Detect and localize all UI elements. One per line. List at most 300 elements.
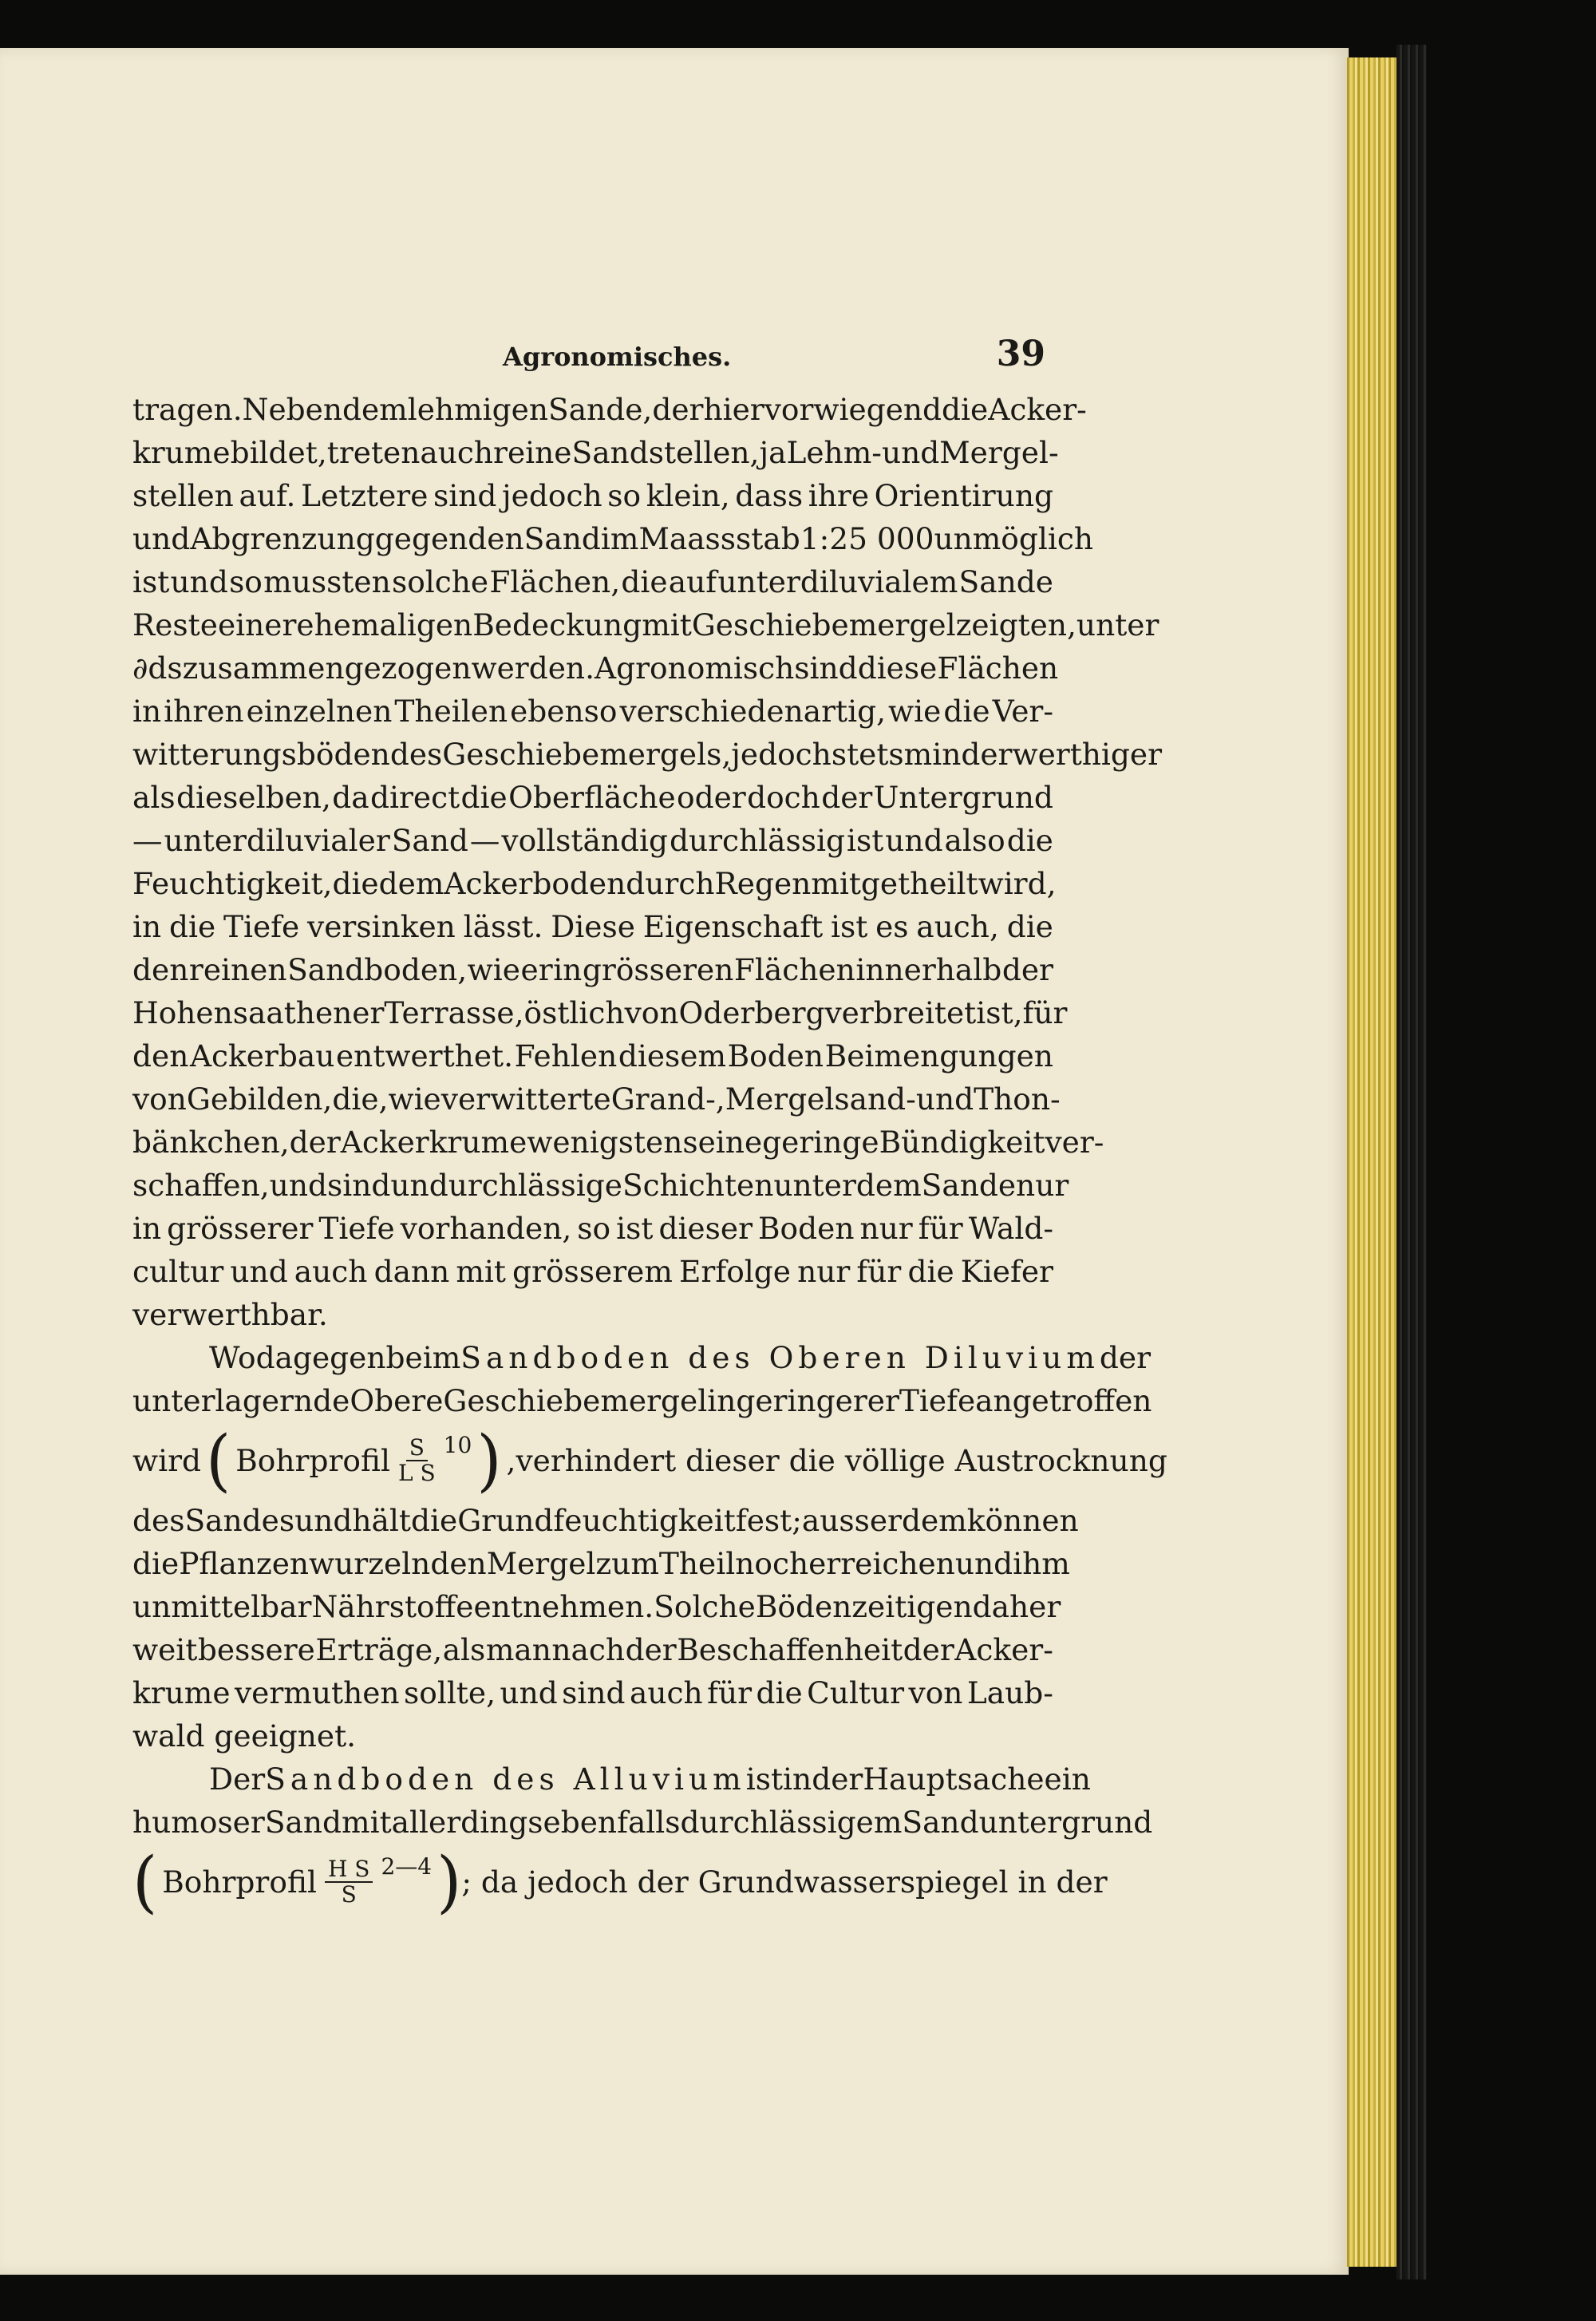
word: Bündigkeit [879, 1125, 1045, 1160]
word: Mergelsand- [725, 1081, 916, 1117]
word: daher [972, 1589, 1061, 1624]
word: stellen [132, 478, 234, 513]
word: sind [562, 1675, 626, 1710]
word: also [944, 823, 1005, 858]
word: Feuchtigkeit, [132, 866, 333, 901]
word: da [332, 780, 369, 815]
word: vermuthen [234, 1675, 400, 1710]
word: Neben [242, 392, 342, 427]
word: Oberfläche [508, 780, 676, 815]
word: Maassstab [638, 521, 800, 556]
right-paren: ) [437, 1842, 462, 1921]
text-line [132, 1801, 1153, 1844]
word: lehmigen [407, 392, 548, 427]
word: östlich [523, 995, 625, 1030]
word: Tiefe [899, 1383, 976, 1418]
word: die [1006, 823, 1053, 858]
word: und [269, 1168, 327, 1203]
word: in [132, 694, 162, 729]
word: zeitigen [851, 1589, 973, 1624]
text-line [132, 1077, 1061, 1121]
word: unterdiluvialem [717, 564, 958, 599]
word: verwerthbar. [132, 1297, 328, 1332]
word: Orientirung [874, 478, 1053, 513]
denominator: L S [397, 1460, 436, 1486]
word: dass [735, 478, 804, 513]
word: bänkchen, [132, 1125, 290, 1160]
word: der [1099, 1340, 1152, 1375]
word: weit [132, 1632, 198, 1667]
word: undurchlässige [390, 1168, 622, 1203]
word: und [954, 1546, 1013, 1581]
word: mit [456, 1254, 506, 1289]
word: sind [433, 478, 497, 513]
right-paren: ) [476, 1421, 502, 1500]
numerator: H S [325, 1857, 373, 1883]
word: in [553, 952, 583, 987]
word: er [520, 952, 553, 987]
exponent: 10 [443, 1431, 472, 1458]
word: Abgrenzung [190, 521, 375, 556]
word: Mergel [486, 1546, 596, 1581]
word: mussten [263, 564, 391, 599]
word: für [918, 1211, 963, 1246]
exponent: 2—4 [381, 1852, 433, 1880]
word: dieselben, [176, 780, 331, 815]
paragraph-1 [132, 388, 1163, 1293]
word: Flächen [937, 650, 1059, 686]
word: Acker- [988, 392, 1087, 427]
word: auf. [239, 478, 296, 513]
word: Hohensaathener [132, 995, 385, 1030]
word: Letztere [301, 478, 429, 513]
text-line [132, 948, 1053, 991]
word: Ackerboden [444, 866, 626, 901]
page-number: 39 [996, 334, 1045, 374]
word: wenigstens [527, 1125, 698, 1160]
word: Ackerkrume [340, 1125, 527, 1160]
word: doch [747, 780, 820, 815]
word: diesem [618, 1038, 727, 1074]
word: dieser [658, 1211, 753, 1246]
formula-label: Bohrprofil [235, 1443, 390, 1478]
word: Geschiebemergels, [442, 737, 732, 772]
word: allerdings [391, 1805, 543, 1840]
left-paren: ( [206, 1421, 231, 1500]
word: verbreitet [824, 995, 977, 1030]
word: nur [859, 1211, 913, 1246]
word: Geschiebemergel [691, 607, 956, 643]
text-line [132, 1499, 1079, 1542]
word: gegen [374, 521, 468, 556]
word: Theilen [394, 694, 508, 729]
denominator: S [341, 1881, 357, 1908]
word: Sand [391, 823, 468, 858]
word: sollte, [404, 1675, 496, 1710]
text-line [132, 776, 1053, 819]
word: wird [132, 1443, 202, 1478]
left-paren: ( [132, 1842, 158, 1921]
word: und [294, 1503, 353, 1538]
word: so [577, 1211, 611, 1246]
word: Beschaffenheit [677, 1632, 903, 1667]
text-line [132, 905, 1053, 948]
word: mit [342, 1805, 392, 1840]
word: Geschiebemergel [443, 1383, 708, 1418]
word: reine [493, 435, 572, 470]
word: nur [1016, 1168, 1069, 1203]
word: Grand-, [610, 1081, 725, 1117]
word: ebenso [510, 694, 618, 729]
word: ja [759, 435, 787, 470]
word: entwerthet. [335, 1038, 514, 1074]
word: der [903, 1632, 954, 1667]
word: der [625, 1632, 677, 1667]
word: Sand [264, 1805, 342, 1840]
word: ihren [164, 694, 244, 729]
word: Ackerbau [189, 1038, 335, 1074]
word: cultur [132, 1254, 224, 1289]
word: Der [209, 1762, 266, 1797]
word: Erträge, [315, 1632, 443, 1667]
spaced-term: Sandboden des Oberen Diluvium [460, 1340, 1100, 1375]
word: die [942, 392, 989, 427]
word: auch [420, 435, 494, 470]
word: Solche [654, 1589, 756, 1624]
word: Pflanzenwurzeln [179, 1546, 431, 1581]
word: durchlässig [669, 823, 846, 858]
word: witterungsböden [132, 737, 390, 772]
word: die [756, 1675, 803, 1710]
text-line [132, 1671, 1053, 1714]
word: reinen [188, 952, 287, 987]
word: des [132, 1503, 185, 1538]
word: Diese [551, 909, 635, 944]
word: hält [352, 1503, 411, 1538]
word: unmittelbar [132, 1589, 312, 1624]
word: Terrasse, [384, 995, 524, 1030]
word: und [230, 1254, 288, 1289]
word: ein [1044, 1762, 1091, 1797]
word: die [132, 1546, 180, 1581]
word: der [652, 392, 704, 427]
word: die [907, 1254, 954, 1289]
text-line [132, 1207, 1053, 1250]
word: unter [1076, 607, 1159, 643]
spaced-term: Sandboden des Alluvium [265, 1762, 746, 1797]
word: und [170, 564, 228, 599]
word: die [621, 564, 668, 599]
word: werden. [471, 650, 595, 686]
word: so [607, 478, 642, 513]
text-line [132, 517, 1094, 560]
fraction [325, 1857, 373, 1907]
text-line [132, 733, 1163, 776]
word: Bedeckung [472, 607, 642, 643]
word: so [229, 564, 263, 599]
paragraph-2-lines [132, 1499, 1079, 1714]
text-line [132, 646, 1059, 690]
word: dagegen [255, 1340, 386, 1375]
word: beim [385, 1340, 461, 1375]
word: unterlagernde [132, 1383, 350, 1418]
word: vorhanden, [400, 1211, 572, 1246]
word: geringe [762, 1125, 879, 1160]
word: mit [642, 607, 692, 643]
text-line [132, 603, 1159, 646]
word: diese [857, 650, 938, 686]
word: Sande [921, 1168, 1017, 1203]
word: unter [773, 1168, 856, 1203]
word: Sandes [184, 1503, 295, 1538]
formula-bohrprofil-2 [132, 1842, 462, 1921]
word: ist [846, 823, 884, 858]
word: Nährstoffe [311, 1589, 474, 1624]
word: auch [294, 1254, 368, 1289]
word: Eigenschaft [642, 909, 824, 944]
word: Laub- [966, 1675, 1053, 1710]
word: durch [626, 866, 715, 901]
word: der [812, 1762, 863, 1797]
text-line [132, 862, 1057, 905]
word: wie [467, 952, 520, 987]
word: minderwerthiger [903, 737, 1163, 772]
word: grösseren [582, 952, 734, 987]
word: Beimengungen [824, 1038, 1053, 1074]
word: direct [369, 780, 460, 815]
word: die [410, 1503, 458, 1538]
word: durchlässigem [680, 1805, 903, 1840]
word: Hauptsache [863, 1762, 1045, 1797]
word: Gebilden, [186, 1081, 333, 1117]
word: Fehlen [514, 1038, 618, 1074]
word: wald geeignet. [132, 1718, 357, 1754]
word: noch [735, 1546, 809, 1581]
book-spine-edge [1396, 45, 1427, 2279]
text-line [132, 388, 1087, 431]
word: Sandboden, [287, 952, 468, 987]
word: ist [745, 1762, 784, 1797]
word: und [881, 435, 940, 470]
text-line [132, 991, 1068, 1034]
word: in [132, 909, 162, 944]
word: erreichen [808, 1546, 955, 1581]
paragraph-3-line-2 [132, 1801, 1153, 1844]
text-line [132, 1542, 1070, 1585]
word: zusammengezogen [182, 650, 472, 686]
text-line [132, 1250, 1053, 1293]
formula-bohrprofil-1 [132, 1421, 516, 1500]
word: — [132, 823, 163, 858]
word: die [943, 694, 990, 729]
word: Sandstellen, [571, 435, 760, 470]
word: dann [373, 1254, 450, 1289]
word: schaffen, [132, 1168, 270, 1203]
formula-label: Bohrprofil [162, 1864, 317, 1900]
paragraph-2-formula-line [132, 1421, 1167, 1500]
page-body [132, 388, 1167, 1921]
text-line [132, 431, 1059, 474]
word: tragen. [132, 392, 243, 427]
word: Cultur [807, 1675, 905, 1710]
word: eine [697, 1125, 763, 1160]
word: treten [326, 435, 421, 470]
paragraph-1-last-line [132, 1293, 1053, 1336]
word: die [1006, 909, 1053, 944]
text-line [132, 1628, 1053, 1671]
word: die [332, 866, 379, 901]
word: versinken [307, 909, 456, 944]
text-line [132, 819, 1053, 862]
word: einzelnen [246, 694, 393, 729]
fraction [398, 1436, 436, 1485]
word: Sande [958, 564, 1053, 599]
word: ist [830, 909, 868, 944]
word: den [430, 1546, 487, 1581]
word: Grundfeuchtigkeit [457, 1503, 736, 1538]
word: bessere [197, 1632, 315, 1667]
word: einer [217, 607, 297, 643]
word: Untergrund [873, 780, 1053, 815]
word: auf [668, 564, 717, 599]
word: der [289, 1125, 341, 1160]
word: ist, [976, 995, 1023, 1030]
paragraph-2-last-line [132, 1714, 1053, 1758]
word: Wald- [968, 1211, 1053, 1246]
word: wie [888, 694, 942, 729]
word: entnehmen. [473, 1589, 654, 1624]
word: Theil [658, 1546, 736, 1581]
word: zum [595, 1546, 659, 1581]
word: den [468, 521, 524, 556]
text-line [132, 1164, 1069, 1207]
word: Flächen [733, 952, 855, 987]
word: in [783, 1762, 812, 1797]
word: fest; [735, 1503, 802, 1538]
word: auch [629, 1675, 703, 1710]
word: mitgetheilt [811, 866, 978, 901]
word: Lehm- [786, 435, 882, 470]
word: den [132, 1038, 189, 1074]
paragraph-3-formula-line [132, 1842, 1108, 1921]
formula-trailing-text: verhindert dieser die völlige Austrocknung [516, 1443, 1167, 1478]
word: klein, [646, 478, 730, 513]
word: des [389, 737, 443, 772]
word: ehemaligen [296, 607, 473, 643]
paragraph-3-line-1 [132, 1758, 1091, 1801]
word: für [856, 1254, 902, 1289]
word: jedoch [502, 478, 602, 513]
word: oder [677, 780, 746, 815]
word: Mergel- [939, 435, 1059, 470]
word: für [707, 1675, 753, 1710]
word: und [885, 823, 943, 858]
word: der [1001, 952, 1053, 987]
paragraph-2-line-1 [132, 1336, 1152, 1379]
text-line [132, 1585, 1061, 1628]
word: verwitterte [440, 1081, 611, 1117]
word: Regen [714, 866, 812, 901]
word: ihm [1013, 1546, 1070, 1581]
word: nur [797, 1254, 851, 1289]
word: Agronomisch [595, 650, 795, 686]
word: Sande, [548, 392, 653, 427]
running-head: Agronomisches. [503, 342, 732, 372]
word: grösserer [167, 1211, 314, 1246]
word: vollständig [501, 823, 668, 858]
text-line [132, 690, 1053, 733]
word: die, [332, 1081, 389, 1117]
word: Tiefe [318, 1211, 395, 1246]
word: ver- [1045, 1125, 1104, 1160]
word: humoser [132, 1805, 265, 1840]
word: verschiedenartig, [619, 694, 887, 729]
word: Thon- [974, 1081, 1061, 1117]
word: Boden [758, 1211, 855, 1246]
word: Wo [209, 1340, 256, 1375]
word: als [442, 1632, 486, 1667]
word: — [469, 823, 500, 858]
word: angetroffen [975, 1383, 1152, 1418]
word: jedoch [731, 737, 832, 772]
word: können [966, 1503, 1079, 1538]
word: man [485, 1632, 551, 1667]
word: innerhalb [855, 952, 1002, 987]
word: krume [132, 1675, 231, 1710]
numerator: S [406, 1436, 428, 1461]
word: Sand [523, 521, 601, 556]
word: unterdiluvialer [164, 823, 390, 858]
word: von [132, 1081, 187, 1117]
word: Sanduntergrund [902, 1805, 1153, 1840]
word: Schichten [622, 1168, 774, 1203]
word: wie [388, 1081, 441, 1117]
word: Böden [755, 1589, 852, 1624]
word: Boden [727, 1038, 824, 1074]
word: in [707, 1383, 737, 1418]
word: Kiefer [960, 1254, 1053, 1289]
gilt-page-edge [1347, 57, 1396, 2267]
word: unmöglich [934, 521, 1094, 556]
word: ebenfalls [543, 1805, 681, 1840]
word: Reste [132, 607, 218, 643]
word: ihre [808, 478, 870, 513]
page-header [128, 334, 1045, 382]
formula-trailing-text: ; da jedoch der Grundwasserspiegel in der [461, 1864, 1108, 1900]
word: stets [831, 737, 904, 772]
text-line [132, 560, 1053, 603]
word: von [624, 995, 679, 1030]
text-line [132, 1379, 1152, 1422]
word: als [132, 780, 176, 815]
word: im [600, 521, 639, 556]
word: vorwiegend [764, 392, 942, 427]
word: und [132, 521, 191, 556]
word: ist [616, 1211, 654, 1246]
word: dem [855, 1168, 922, 1203]
paragraph-2-line-2 [132, 1379, 1152, 1422]
word: und [500, 1675, 558, 1710]
word: hier [703, 392, 764, 427]
word: nach [551, 1632, 626, 1667]
word: wird, [978, 866, 1057, 901]
word: sind [794, 650, 858, 686]
word: lässt. [463, 909, 543, 944]
word: für [1022, 995, 1068, 1030]
word: Erfolge [679, 1254, 791, 1289]
word: die [460, 780, 508, 815]
word: Acker- [954, 1632, 1053, 1667]
